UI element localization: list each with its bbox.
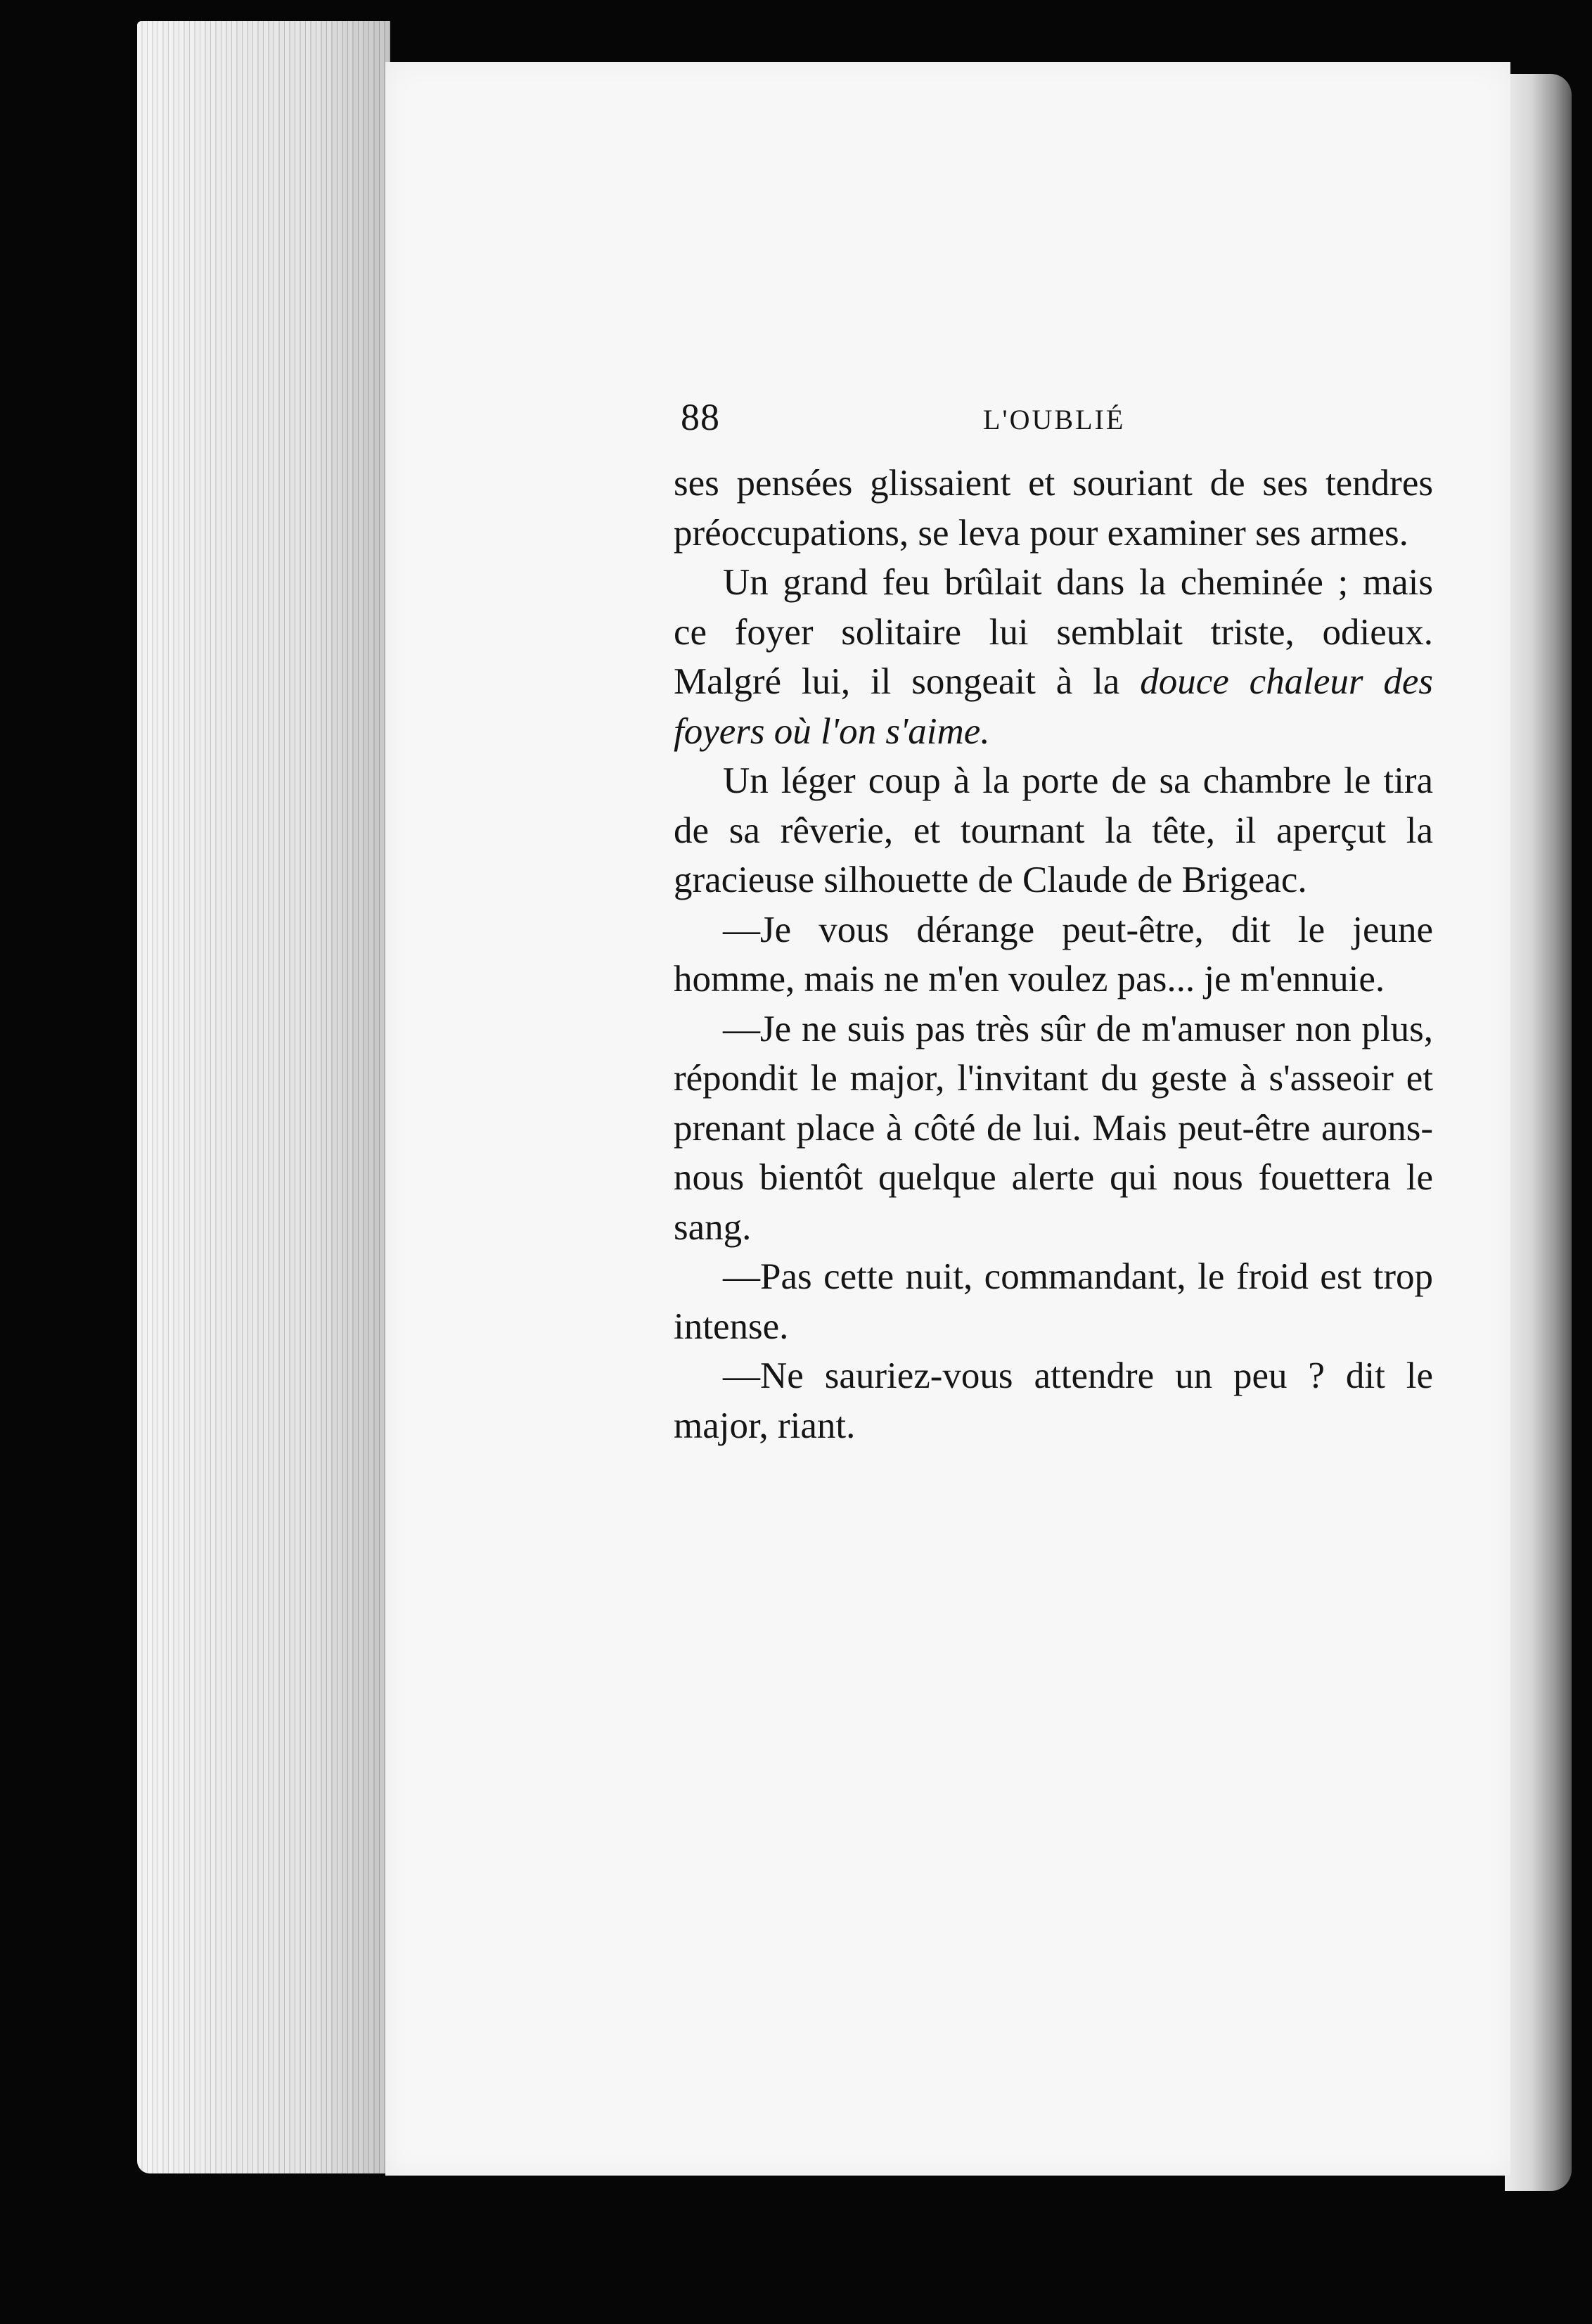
page-number: 88 xyxy=(681,396,720,438)
paragraph-dialogue xyxy=(674,905,1433,1004)
paragraph-dialogue xyxy=(674,1004,1433,1253)
book-page xyxy=(385,62,1510,2176)
italic-phrase: douce chaleur des foyers où l'on s'aime. xyxy=(674,661,1433,752)
book-binding-right xyxy=(1505,74,1572,2191)
paragraph-text: Un léger coup à la porte de sa chambre le tira de sa rêverie, et tournant la tête, il aperçut la gracieuse silhouette de Claude de Brigeac. xyxy=(674,760,1433,900)
paragraph-text: —Je ne suis pas très sûr de m'amuser non plus, répondit le major, l'invitant du geste à s'asseoir et prenant place à côté de lui. Mais peut-être aurons-nous bientôt quelque alerte qui nous fouettera le sang. xyxy=(674,1008,1433,1248)
paragraph-continuation xyxy=(674,459,1433,558)
paragraph-text: —Pas cette nuit, commandant, le froid est trop intense. xyxy=(674,1256,1433,1347)
paragraph-text: —Je vous dérange peut-être, dit le jeune homme, mais ne m'en voulez pas... je m'ennuie. xyxy=(674,909,1433,1000)
paragraph xyxy=(674,558,1433,756)
paragraph-text: ses pensées glissaient et souriant de ses tendres préoccupations, se leva pour examiner ses armes. xyxy=(674,463,1433,554)
paragraph-text: Un grand feu brûlait dans la cheminée ; mais ce foyer solitaire lui semblait triste, odieux. Malgré lui, il songeait à la xyxy=(674,562,1433,702)
running-head xyxy=(674,392,1433,449)
body-text xyxy=(674,459,1433,1450)
page-edges-shadow xyxy=(137,21,390,2173)
paragraph-dialogue xyxy=(674,1351,1433,1450)
paragraph xyxy=(674,756,1433,905)
running-title: L'OUBLIÉ xyxy=(983,404,1126,435)
paragraph-dialogue xyxy=(674,1252,1433,1351)
paragraph-text: —Ne sauriez-vous attendre un peu ? dit le major, riant. xyxy=(674,1355,1433,1446)
page-content xyxy=(674,392,1433,1450)
